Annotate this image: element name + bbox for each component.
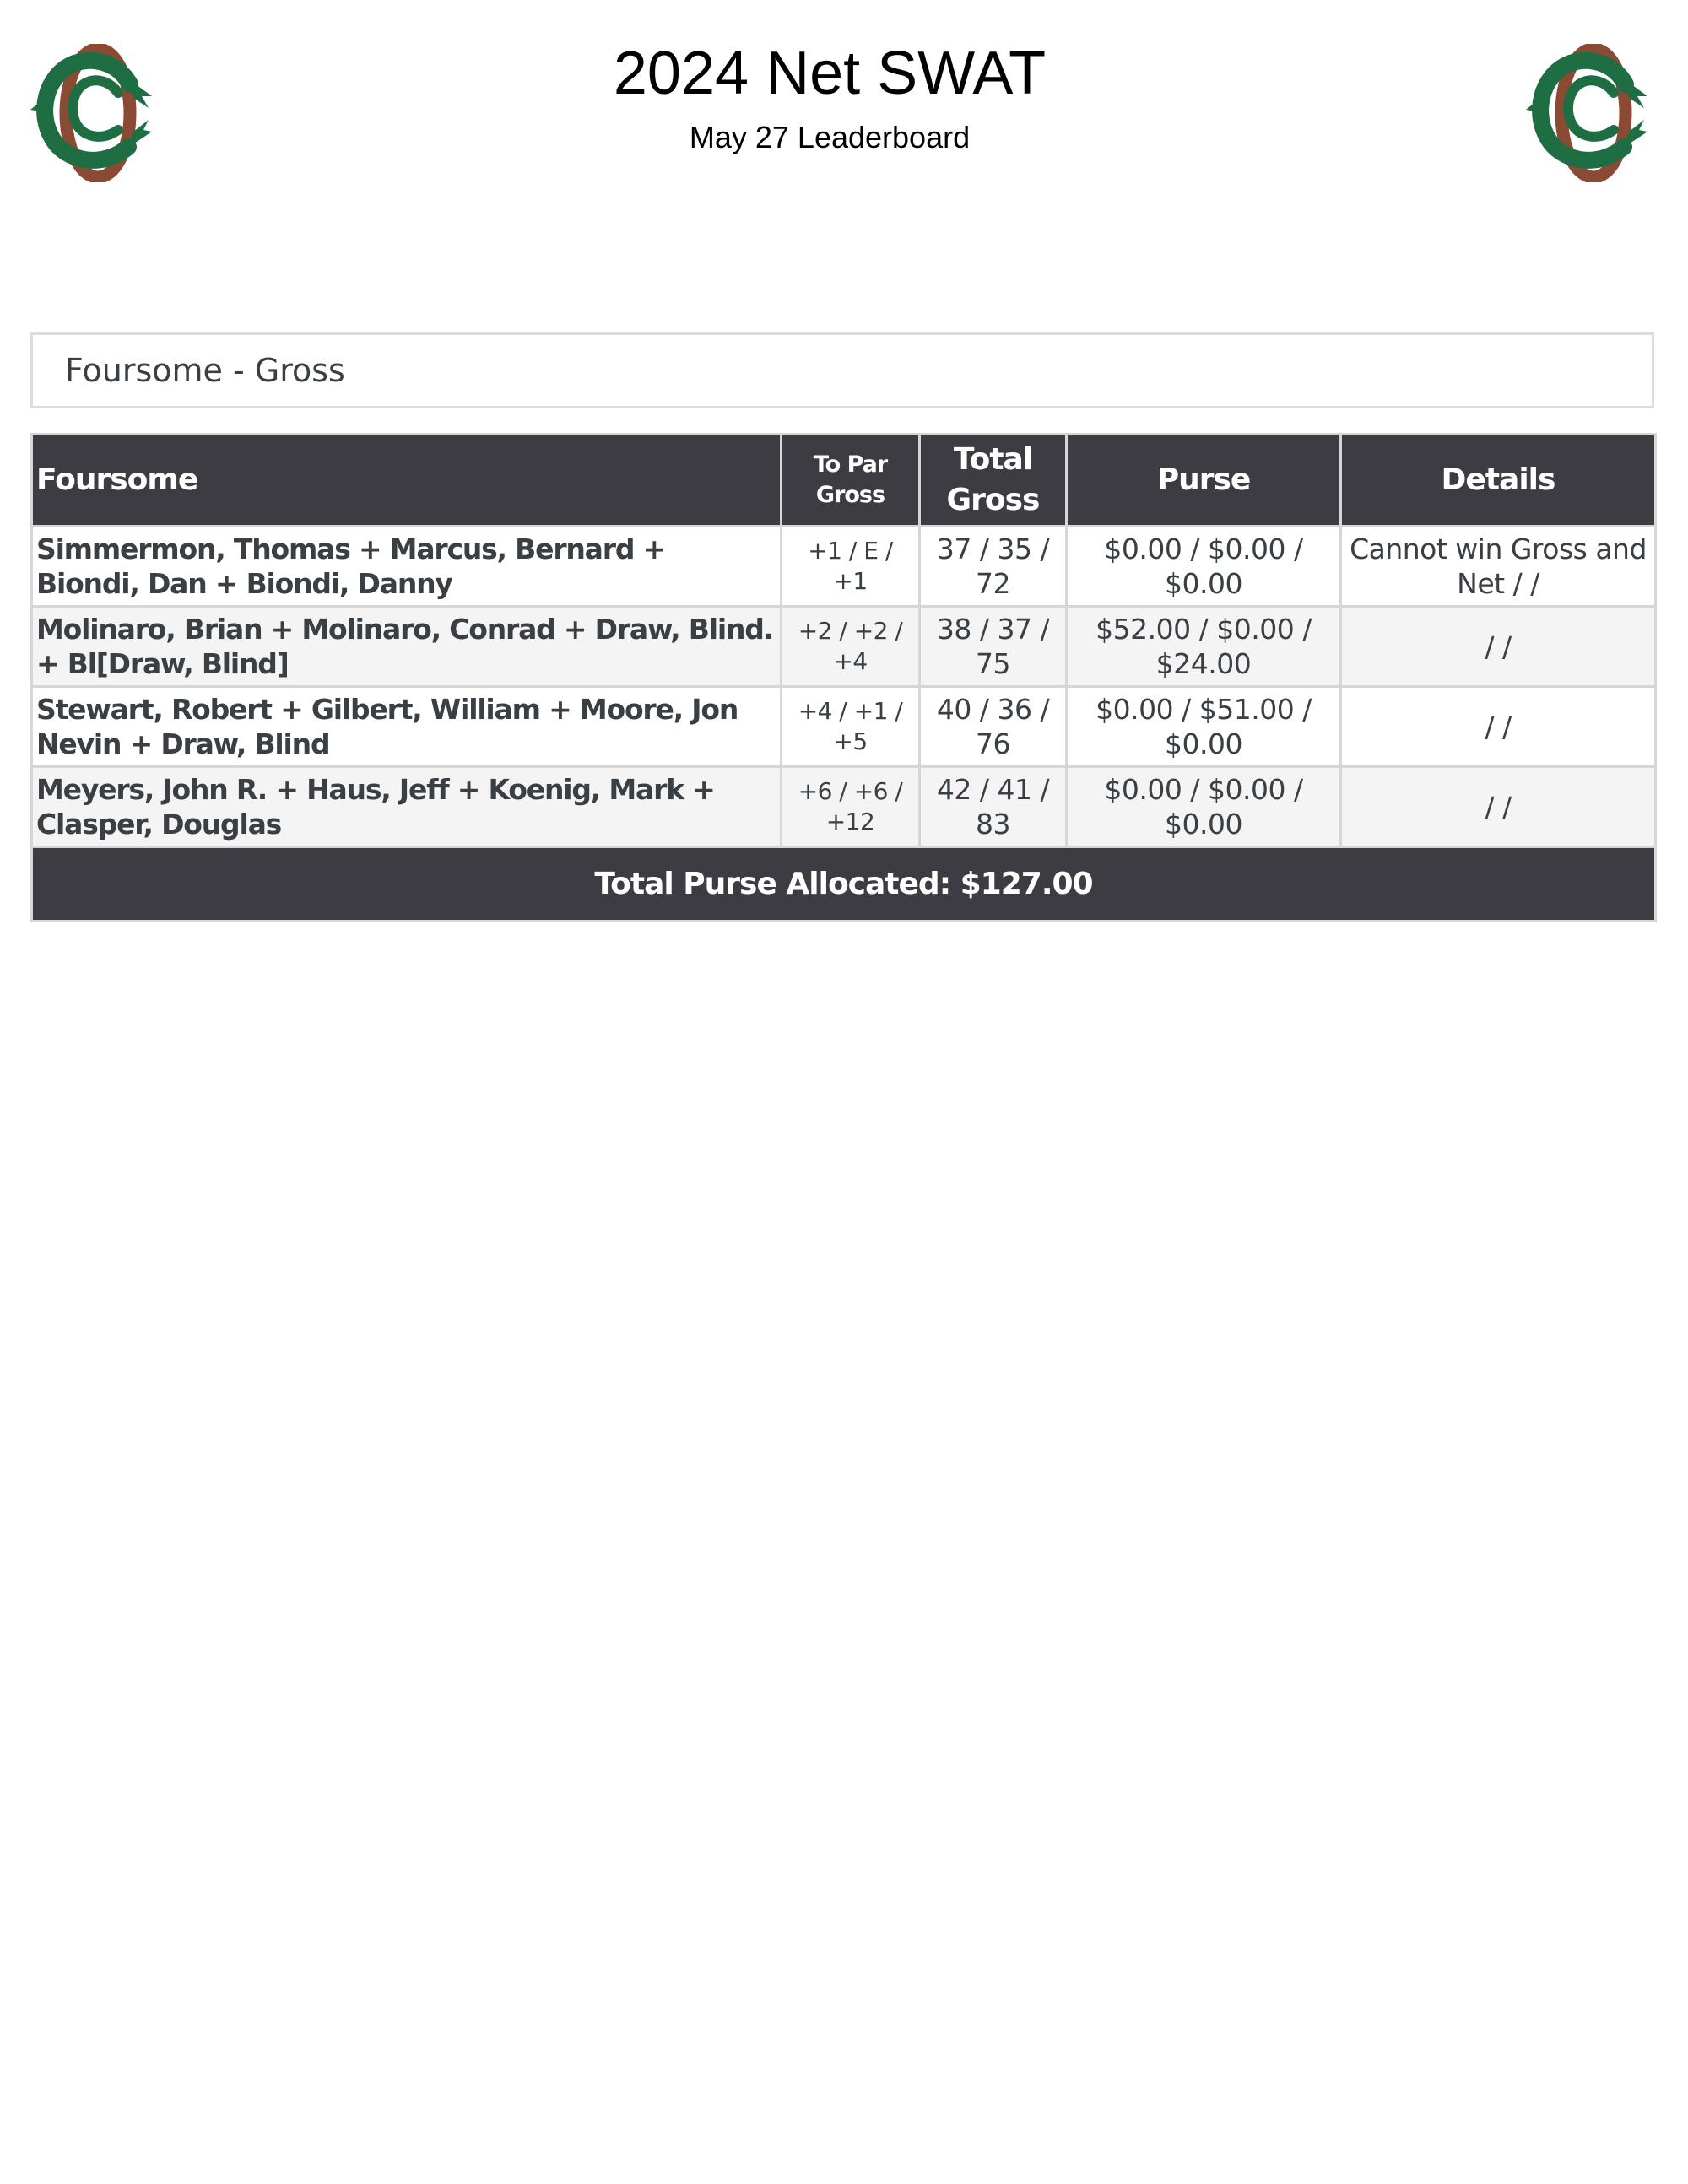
cell-to-par-gross: +1 / E / +1 bbox=[782, 527, 920, 607]
cell-to-par-gross: +6 / +6 / +12 bbox=[782, 767, 920, 847]
cell-total-gross: 40 / 36 / 76 bbox=[920, 687, 1067, 767]
cell-total-gross: 38 / 37 / 75 bbox=[920, 607, 1067, 687]
table-footer-row bbox=[32, 847, 1656, 922]
table-row bbox=[32, 767, 1656, 847]
cell-purse: $52.00 / $0.00 / $24.00 bbox=[1067, 607, 1341, 687]
cell-total-gross: 42 / 41 / 83 bbox=[920, 767, 1067, 847]
cell-foursome: Meyers, John R. + Haus, Jeff + Koenig, Mark + Clasper, Douglas bbox=[32, 767, 782, 847]
cell-purse: $0.00 / $0.00 / $0.00 bbox=[1067, 767, 1341, 847]
section-title: Foursome - Gross bbox=[30, 332, 1654, 408]
cell-details: / / bbox=[1341, 767, 1656, 847]
cell-purse: $0.00 / $0.00 / $0.00 bbox=[1067, 527, 1341, 607]
column-header-details: Details bbox=[1341, 435, 1656, 527]
cell-to-par-gross: +2 / +2 / +4 bbox=[782, 607, 920, 687]
table-row bbox=[32, 607, 1656, 687]
table-row bbox=[32, 687, 1656, 767]
column-header-to-par-gross: To Par Gross bbox=[782, 435, 920, 527]
page-subtitle: May 27 Leaderboard bbox=[689, 120, 971, 154]
cell-total-gross: 37 / 35 / 72 bbox=[920, 527, 1067, 607]
table-header-row bbox=[32, 435, 1656, 527]
cell-details: / / bbox=[1341, 607, 1656, 687]
leaderboard-table bbox=[30, 433, 1657, 922]
cell-foursome: Stewart, Robert + Gilbert, William + Moore, Jon Nevin + Draw, Blind bbox=[32, 687, 782, 767]
cell-purse: $0.00 / $51.00 / $0.00 bbox=[1067, 687, 1341, 767]
cell-details: / / bbox=[1341, 687, 1656, 767]
page-title: 2024 Net SWAT bbox=[613, 40, 1047, 107]
total-purse-allocated: Total Purse Allocated: $127.00 bbox=[32, 847, 1656, 922]
cell-foursome: Simmermon, Thomas + Marcus, Bernard + Biondi, Dan + Biondi, Danny bbox=[32, 527, 782, 607]
column-header-total-gross: Total Gross bbox=[920, 435, 1067, 527]
cell-foursome: Molinaro, Brian + Molinaro, Conrad + Draw, Blind. + Bl[Draw, Blind] bbox=[32, 607, 782, 687]
table-row bbox=[32, 527, 1656, 607]
cell-to-par-gross: +4 / +1 / +5 bbox=[782, 687, 920, 767]
column-header-foursome: Foursome bbox=[32, 435, 782, 527]
column-header-purse: Purse bbox=[1067, 435, 1341, 527]
cell-details: Cannot win Gross and Net / / bbox=[1341, 527, 1656, 607]
